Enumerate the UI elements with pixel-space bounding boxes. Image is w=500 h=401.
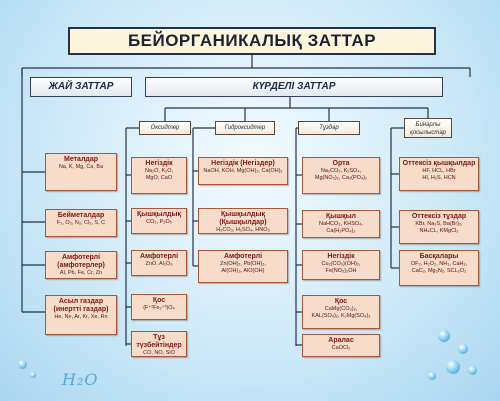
simple-substances-header: ЖАЙ ЗАТТАР (30, 77, 132, 97)
item-formula-line: CaOCl₂ (331, 345, 351, 351)
molecule-ball-decoration (428, 372, 436, 380)
item-formula-line: CO₂, P₂O₅ (146, 219, 172, 225)
item-heading: Қос (152, 297, 166, 304)
oxides-header: Оксидтер (139, 121, 191, 135)
item-non-salt-oxides (131, 331, 187, 357)
item-heading: Бейметалдар (57, 212, 105, 219)
item-acidic-oxides (131, 208, 187, 234)
item-formula-line: Al(OH)₃, AlO(OH) (221, 268, 265, 274)
item-formula-line: NaHCO₃, KHSO₄, (319, 221, 363, 227)
item-formula-line: He, Ne, Ar, Kr, Xe, Rn (54, 314, 108, 320)
complex-substances-header: КҮРДЕЛІ ЗАТТАР (145, 77, 443, 97)
item-formula-line: KBr, Na₂S, Ba(Br)₂, (415, 221, 463, 227)
item-formula-line: KAL(SO₄)₂, K₂Mg(SO₄)₂ (311, 313, 371, 319)
item-heading: Негіздік (145, 160, 173, 167)
item-formula-line: ZnO, Al₂O₃ (145, 261, 173, 267)
item-amphoteric (45, 251, 117, 279)
item-double-oxides (131, 294, 187, 320)
item-oxygen-free-acids (399, 157, 479, 191)
item-heading: Амфотерлі (амфотерлер) (57, 254, 105, 269)
water-formula-decoration: H₂O (62, 370, 99, 389)
item-formula-line: CaC₂, Mg₃N₂, SCL₂O₂ (411, 268, 467, 274)
item-formula-line: F₂, O₂, N₂, Cl₂, S, C (56, 220, 106, 226)
item-formula-line: Na, K, Mg, Ca, Ba (58, 164, 104, 170)
item-formula-line: H₂CO₃, H₂SO₄, HNO₃ (216, 227, 270, 233)
item-amphoteric-hydroxides (198, 250, 288, 283)
item-formula-line: MgO, CaO (145, 175, 173, 181)
item-heading: Қышқыл (325, 213, 356, 220)
item-amphoteric-oxides (131, 250, 187, 276)
item-formula-line: Mg(NO₃)₂, Ca₃(PO₄)₂ (314, 175, 368, 181)
hydroxides-header: Гидроксидтер (215, 121, 275, 135)
item-formula-line: HF, HCL, HBr (422, 168, 456, 174)
item-basic-oxides (131, 157, 187, 194)
item-other-binary (399, 250, 479, 286)
item-oxygen-free-salts (399, 210, 479, 244)
item-formula-line: OF₂, H₂O₂, NH₃, CaH₂, (410, 261, 468, 267)
binary-compounds-header: Бинарлы қосылыстар (404, 118, 452, 138)
item-heading: Оттексіз тұздар (411, 213, 467, 220)
item-heading: Қышқылдық (Қышқылдар) (219, 211, 267, 226)
item-heading: Негіздік (327, 253, 355, 260)
item-bases (198, 157, 288, 185)
item-heading: Оттексіз қышқылдар (402, 160, 476, 167)
item-noble-gases (45, 295, 117, 335)
molecule-dot-decoration (18, 360, 27, 369)
item-acid-salts (302, 210, 380, 238)
item-metals (45, 153, 117, 191)
diagram-title: БЕЙОРГАНИКАЛЫҚ ЗАТТАР (68, 27, 436, 55)
item-heading: Тұз түзбейтіндер (136, 334, 182, 349)
item-formula-line: NH₄CL, KMgCl₃ (419, 228, 459, 234)
item-mixed-salts (302, 334, 380, 357)
salts-header: Тұздар (298, 121, 360, 135)
item-formula-line: HI, H₂S, HCN (422, 175, 456, 181)
item-acids (198, 208, 288, 234)
item-formula-line: Fe(NO₃)₂OH (325, 268, 357, 274)
item-formula-line: (F⁺²Fe₂⁺³)O₄ (143, 305, 175, 311)
item-heading: Басқалары (419, 253, 459, 260)
item-heading: Қышқылдық (137, 211, 181, 218)
item-basic-salts (302, 250, 380, 280)
item-formula-line: CaMg(CO₃)₂, (324, 306, 358, 312)
molecule-dot-decoration (30, 372, 36, 378)
molecule-ball-decoration (458, 344, 468, 354)
item-heading: Қос (334, 298, 348, 305)
item-formula-line: Zn(OH)₂, Pb(OH)₂, (220, 261, 266, 267)
item-heading: Металдар (63, 156, 98, 163)
item-heading: Аралас (328, 337, 354, 344)
item-normal-salts (302, 157, 380, 194)
item-formula-line: Cu₂(CO₃)(OH)₂, (321, 261, 361, 267)
item-heading: Негіздік (Негіздер) (211, 160, 275, 167)
item-formula-line: NaOH, KOH, Mg(OH)₂, Ca(OH)₂ (203, 168, 283, 174)
item-formula-line: Na₂O, K₂O, (144, 168, 174, 174)
molecule-ball-decoration (446, 360, 460, 374)
item-formula-line: CO, NO, SiO (143, 350, 175, 356)
item-formula-line: Ca(H₂PO₄)₂ (326, 228, 356, 234)
item-heading: Асыл газдар (инертті газдар) (53, 298, 109, 313)
item-formula-line: Al, Pb, Fe, Cr, Zn (59, 270, 103, 276)
molecule-ball-decoration (438, 330, 450, 342)
molecule-ball-decoration (468, 366, 477, 375)
item-heading: Амфотерлі (139, 253, 179, 260)
item-double-salts (302, 295, 380, 329)
item-formula-line: Na₂CO₃, K₂SO₄, (320, 168, 362, 174)
item-heading: Амфотерлі (223, 253, 263, 260)
item-heading: Орта (332, 160, 350, 167)
item-nonmetals (45, 209, 117, 237)
